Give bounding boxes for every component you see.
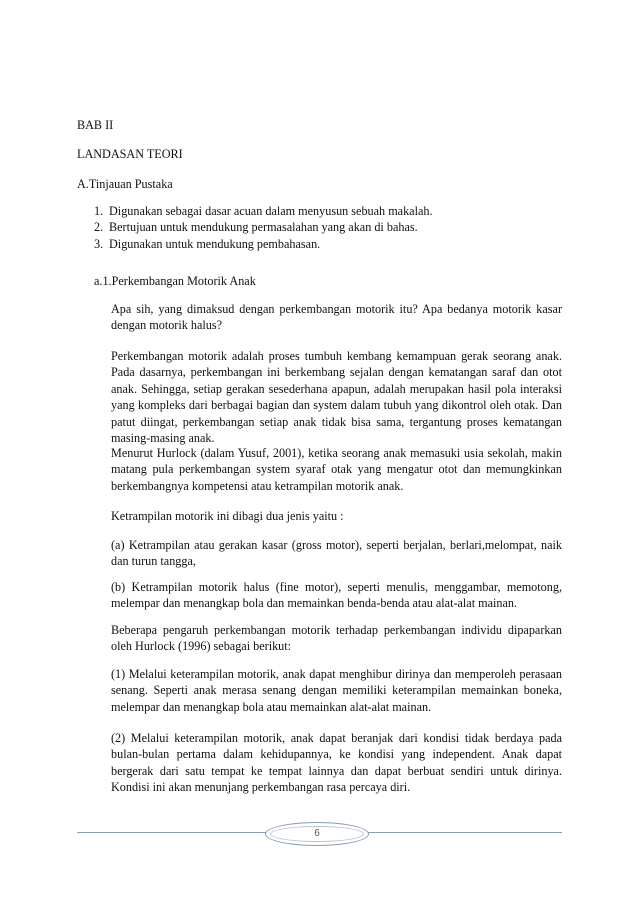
page-number: 6 [314, 828, 320, 839]
list-item: 1. Digunakan sebagai dasar acuan dalam menyusun sebuah makalah. [94, 204, 433, 218]
list-item: 3. Digunakan untuk mendukung pembahasan. [94, 236, 321, 251]
paragraph: Beberapa pengaruh perkembangan motorik terhadap perkembangan individu dipaparkan oleh Hurlock (1996) sebagai berikut: [111, 623, 562, 654]
paragraph: Ketrampilan motorik ini dibagi dua jenis yaitu : [111, 509, 344, 523]
list-item: 2. Bertujuan untuk mendukung permasalahan yang akan di bahas. [94, 220, 418, 235]
list-item-text: Digunakan sebagai dasar acuan dalam menyusun sebuah makalah. [109, 204, 433, 218]
list-item-text: Digunakan untuk mendukung pembahasan. [109, 236, 321, 251]
paragraph: Perkembangan motorik adalah proses tumbuh kembang kemampuan gerak seorang anak. Pada dasarnya, perkembangan ini berkembang sejalan dengan kematangan saraf dan otot anak. Sehingga, setiap gerakan sesederhana apapun, adalah merupakan hasil pola interaksi yang kompleks dari berbagai bagian dan system dalam tubuh yang dikontrol oleh otak. Dan patut diingat, perkembangan setiap anak tidak bisa sama, tergantung proses kematangan masing-masing anak. [111, 349, 562, 446]
list-item-text: Bertujuan untuk mendukung permasalahan yang akan di bahas. [109, 220, 418, 235]
paragraph: (2) Melalui keterampilan motorik, anak dapat beranjak dari kondisi tidak berdaya pada bulan-bulan pertama dalam kehidupannya, ke kondisi yang independent. Anak dapat bergerak dari satu tempat ke tempat lainnya dan dapat berbuat sendiri untuk dirinya. Kondisi ini akan menunjang perkembangan rasa percaya diri. [111, 731, 562, 795]
paragraph: (a) Ketrampilan atau gerakan kasar (gross motor), seperti berjalan, berlari,melompat, naik dan turun tangga, [111, 538, 562, 569]
chapter-title: LANDASAN TEORI [77, 147, 183, 161]
paragraph: (1) Melalui keterampilan motorik, anak dapat menghibur dirinya dan memperoleh perasaan senang. Seperti anak merasa senang dengan memiliki keterampilan memainkan boneka, melempar dan menangkap bola atau memainkan alat-alat mainan. [111, 667, 562, 714]
chapter-label: BAB II [77, 118, 114, 132]
objectives-list [77, 203, 517, 252]
paragraph: Apa sih, yang dimaksud dengan perkembangan motorik itu? Apa bedanya motorik kasar dengan motorik halus? [111, 302, 562, 333]
subsection-heading: a.1.Perkembangan Motorik Anak [94, 274, 256, 288]
paragraph: (b) Ketrampilan motorik halus (fine motor), seperti menulis, menggambar, memotong, melempar dan menangkap bola dan memainkan benda-benda atau alat-alat mainan. [111, 580, 562, 611]
section-heading: A.Tinjauan Pustaka [77, 177, 173, 191]
paragraph: Menurut Hurlock (dalam Yusuf, 2001), ketika seorang anak memasuki usia sekolah, makin matang pula perkembangan system syaraf otak yang mengatur otot dan memungkinkan berkembangnya kompetensi atau ketrampilan motorik anak. [111, 446, 562, 493]
